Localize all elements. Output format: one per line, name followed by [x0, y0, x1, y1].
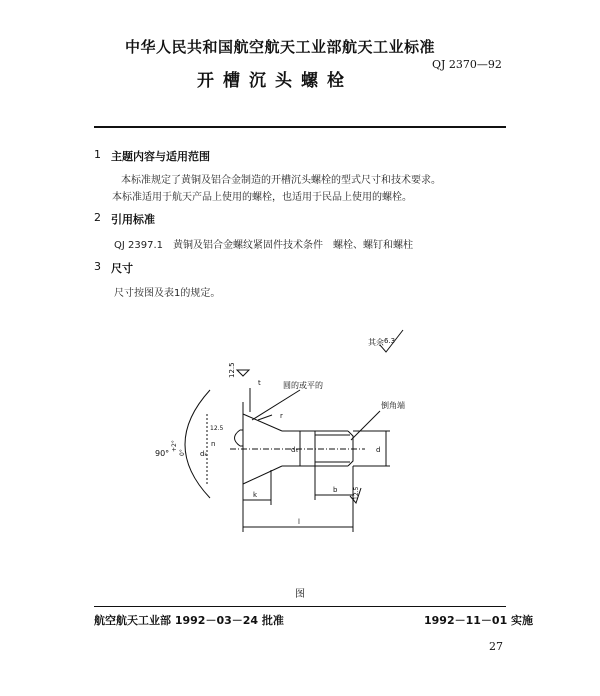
approval-date: 航空航天工业部 1992－03－24 批准	[94, 614, 284, 627]
label-head-edge: 圆的或平的	[283, 381, 323, 390]
roughness-top-symbol	[237, 370, 249, 376]
roughness-top-label: 12.5	[228, 362, 236, 378]
dim-ds: dₛ	[291, 446, 299, 454]
dim-d: d	[376, 446, 381, 454]
section-3-number: 3	[94, 260, 101, 273]
roughness-right: 12.5	[353, 486, 360, 500]
dim-b: b	[333, 486, 338, 494]
section-2-heading: 引用标准	[111, 213, 155, 226]
angle-tol-upper: +2°	[171, 440, 178, 452]
leader-chamfer	[351, 411, 380, 440]
figure-caption: 图	[295, 589, 305, 600]
roughness-left: 12.5	[210, 425, 224, 432]
standard-title: 中华人民共和国航空航天工业部航天工业标准	[125, 38, 436, 56]
label-chamfer: 倒角端	[381, 401, 405, 410]
standard-code: QJ 2370—92	[432, 58, 502, 71]
dim-l: l	[298, 518, 300, 526]
section-1-paragraph-2: 本标准适用于航天产品上使用的螺栓，也适用于民品上使用的螺栓。	[112, 192, 412, 203]
document-title: 开槽沉头螺栓	[197, 71, 353, 91]
roughness-note-value: 6.3	[384, 337, 396, 345]
section-1-paragraph-1: 本标准规定了黄铜及铝合金制造的开槽沉头螺栓的型式尺寸和技术要求。	[121, 175, 441, 186]
section-2-paragraph-1: QJ 2397.1 黄铜及铝合金螺纹紧固件技术条件 螺栓、螺钉和螺柱	[114, 240, 413, 251]
dim-n: n	[211, 440, 216, 448]
taper-lower	[243, 466, 282, 484]
r-leader	[258, 415, 272, 420]
leader-head-edge	[252, 390, 300, 420]
dim-r: r	[280, 412, 283, 420]
angle-tol-lower: 0°	[179, 449, 186, 456]
section-3-heading: 尺寸	[111, 262, 133, 275]
footer-rule	[94, 606, 506, 607]
roughness-note: 其余	[368, 338, 384, 347]
slot-curve	[235, 430, 241, 446]
angle-label: 90°	[155, 449, 170, 458]
section-3-paragraph-1: 尺寸按图及表1的规定。	[114, 288, 221, 299]
page-number: 27	[489, 640, 503, 653]
taper-upper	[243, 414, 282, 431]
section-1-heading: 主题内容与适用范围	[111, 150, 210, 163]
dim-t: t	[258, 379, 261, 387]
dim-dk: dₖ	[200, 450, 208, 458]
section-1-number: 1	[94, 148, 101, 161]
effective-date: 1992－11－01 实施	[424, 614, 534, 627]
dim-k: k	[253, 491, 258, 499]
section-2-number: 2	[94, 211, 101, 224]
angle-arc	[185, 390, 210, 498]
